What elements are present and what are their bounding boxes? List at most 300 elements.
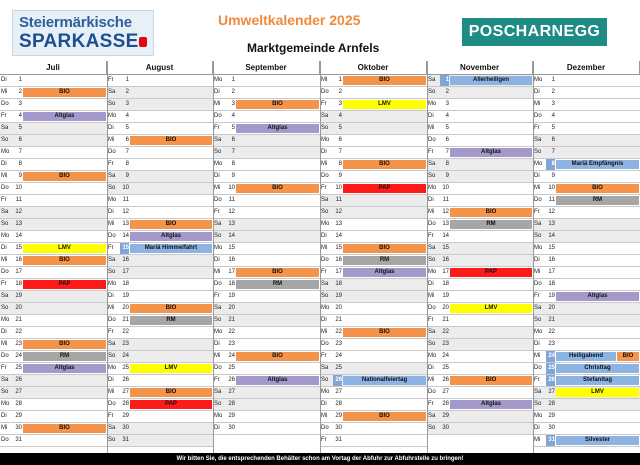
event-label: BIO: [343, 76, 426, 85]
day-cell: [0, 171, 107, 183]
weekday-label: Di: [1, 77, 7, 83]
event-label: PAP: [450, 268, 532, 277]
day-number: 13: [548, 221, 555, 227]
day-cell: [213, 303, 320, 315]
day-cell: [427, 411, 533, 423]
weekday-label: Mi: [214, 101, 221, 107]
day-number: 6: [125, 137, 129, 143]
event-label: Altglas: [236, 376, 319, 385]
day-number: 23: [548, 341, 555, 347]
day-number: 23: [228, 341, 235, 347]
day-number: 7: [231, 149, 235, 155]
month-header-november: November: [427, 61, 533, 75]
day-cell: [0, 255, 107, 267]
weekday-label: So: [214, 317, 222, 323]
day-number: 10: [122, 185, 129, 191]
weekday-label: Di: [534, 89, 540, 95]
day-number: 29: [442, 413, 449, 419]
weekday-label: Mo: [428, 185, 437, 191]
day-number: 22: [122, 329, 129, 335]
event-label: Mariä Empfängnis: [556, 160, 639, 169]
day-number: 22: [15, 329, 22, 335]
event-label: Altglas: [23, 112, 106, 121]
weekday-label: Sa: [534, 137, 542, 143]
day-cell: [427, 243, 533, 255]
day-number: 28: [228, 401, 235, 407]
weekday-label: Mi: [108, 389, 115, 395]
day-number: 13: [228, 221, 235, 227]
day-number: 26: [546, 375, 555, 386]
day-number: 14: [442, 233, 449, 239]
day-cell: [533, 243, 640, 255]
day-number: 18: [442, 281, 449, 287]
day-cell: [427, 423, 533, 435]
weekday-label: Di: [108, 377, 114, 383]
day-cell: [427, 135, 533, 147]
calendar-header: [0, 0, 640, 61]
day-number: 12: [122, 209, 129, 215]
weekday-label: Mo: [321, 305, 330, 311]
weekday-label: Mo: [321, 221, 330, 227]
day-number: 10: [15, 185, 22, 191]
weekday-label: Di: [108, 125, 114, 131]
day-number: 27: [228, 389, 235, 395]
day-number: 17: [15, 269, 22, 275]
day-number: 30: [122, 425, 129, 431]
column-divider: [213, 61, 214, 453]
day-cell: [0, 375, 107, 387]
weekday-label: Sa: [321, 365, 329, 371]
day-cell: [533, 195, 640, 207]
day-cell: [213, 243, 320, 255]
weekday-label: Di: [534, 425, 540, 431]
weekday-label: Mo: [214, 245, 223, 251]
event-label-secondary: BIO: [617, 352, 639, 361]
day-number: 6: [231, 137, 235, 143]
event-label: Altglas: [130, 232, 212, 241]
day-cell: [213, 255, 320, 267]
day-cell: [107, 339, 213, 351]
day-number: 26: [333, 375, 342, 386]
weekday-label: Do: [428, 389, 436, 395]
weekday-label: Mo: [108, 113, 117, 119]
event-label: BIO: [130, 304, 212, 313]
weekday-label: Mi: [108, 305, 115, 311]
weekday-label: Fr: [214, 377, 220, 383]
day-cell: [107, 399, 213, 411]
day-cell: [107, 87, 213, 99]
event-label: RM: [556, 196, 639, 205]
day-cell: [320, 255, 427, 267]
weekday-label: Di: [1, 329, 7, 335]
page-title: Umweltkalender 2025: [218, 12, 361, 28]
weekday-label: So: [321, 209, 329, 215]
sparkasse-s-icon: [139, 37, 147, 47]
weekday-label: Fr: [534, 125, 540, 131]
weekday-label: Di: [534, 341, 540, 347]
weekday-label: Mi: [214, 269, 221, 275]
weekday-label: So: [1, 305, 9, 311]
day-cell: [320, 267, 427, 279]
weekday-label: Do: [1, 269, 9, 275]
event-label: BIO: [23, 172, 106, 181]
weekday-label: Sa: [321, 197, 329, 203]
month-header-august: August: [107, 61, 213, 75]
day-cell: [533, 159, 640, 171]
day-cell: [320, 123, 427, 135]
day-cell: [213, 279, 320, 291]
day-cell: [213, 363, 320, 375]
day-number: 14: [335, 233, 342, 239]
weekday-label: Mi: [321, 77, 328, 83]
day-number: 5: [551, 125, 555, 131]
day-number: 9: [125, 173, 129, 179]
day-number: 14: [122, 233, 129, 239]
day-cell: [0, 147, 107, 159]
weekday-label: Di: [108, 209, 114, 215]
day-number: 30: [548, 425, 555, 431]
day-number: 26: [442, 377, 449, 383]
weekday-label: Sa: [214, 137, 222, 143]
day-number: 18: [15, 281, 22, 287]
weekday-label: Di: [214, 257, 220, 263]
day-cell: [0, 387, 107, 399]
day-cell: [107, 387, 213, 399]
day-cell: [427, 303, 533, 315]
day-cell: [533, 231, 640, 243]
day-cell: [107, 231, 213, 243]
day-number: 30: [442, 425, 449, 431]
weekday-label: Fr: [321, 269, 327, 275]
day-cell: [107, 135, 213, 147]
weekday-label: Mi: [321, 161, 328, 167]
weekday-label: So: [428, 425, 436, 431]
day-cell: [533, 255, 640, 267]
day-number: 1: [125, 77, 129, 83]
weekday-label: Do: [1, 437, 9, 443]
weekday-label: Mi: [1, 89, 8, 95]
day-number: 16: [548, 257, 555, 263]
day-cell: [427, 351, 533, 363]
day-number: 20: [15, 305, 22, 311]
weekday-label: Do: [321, 173, 329, 179]
day-number: 9: [338, 173, 342, 179]
weekday-label: Do: [214, 281, 222, 287]
poscharnegg-logo: POSCHARNEGG: [462, 18, 607, 46]
day-number: 7: [125, 149, 129, 155]
day-number: 11: [442, 197, 449, 203]
day-number: 3: [231, 101, 235, 107]
column-divider: [107, 61, 108, 453]
weekday-label: Mi: [428, 293, 435, 299]
day-cell: [0, 291, 107, 303]
event-label: Allerheiligen: [450, 76, 532, 85]
day-cell: [107, 171, 213, 183]
weekday-label: Sa: [214, 389, 222, 395]
weekday-label: Mo: [1, 149, 10, 155]
day-cell: [213, 399, 320, 411]
day-number: 2: [551, 89, 555, 95]
weekday-label: So: [214, 233, 222, 239]
weekday-label: Sa: [534, 305, 542, 311]
day-cell: [107, 219, 213, 231]
weekday-label: Sa: [534, 389, 542, 395]
day-number: 28: [335, 401, 342, 407]
weekday-label: Mo: [214, 329, 223, 335]
day-cell: [0, 159, 107, 171]
day-number: 7: [338, 149, 342, 155]
day-number: 31: [335, 437, 342, 443]
day-cell: [107, 363, 213, 375]
day-cell: [427, 195, 533, 207]
day-number: 8: [338, 161, 342, 167]
weekday-label: Do: [108, 401, 116, 407]
day-cell: [533, 75, 640, 87]
day-number: 15: [15, 245, 22, 251]
day-cell: [107, 327, 213, 339]
weekday-label: Sa: [534, 221, 542, 227]
day-cell: [427, 147, 533, 159]
day-number: 12: [548, 209, 555, 215]
day-number: 12: [228, 209, 235, 215]
day-cell: [320, 159, 427, 171]
weekday-label: Do: [534, 281, 542, 287]
weekday-label: Sa: [1, 125, 9, 131]
day-number: 28: [122, 401, 129, 407]
event-label: Heiligabend: [556, 352, 616, 361]
day-number: 3: [18, 101, 22, 107]
day-cell: [533, 351, 640, 363]
weekday-label: Mo: [534, 77, 543, 83]
day-cell: [320, 111, 427, 123]
day-number: 21: [548, 317, 555, 323]
event-label: Mariä Himmelfahrt: [130, 244, 212, 253]
day-cell: [427, 231, 533, 243]
day-number: 7: [551, 149, 555, 155]
day-cell: [427, 267, 533, 279]
day-cell: [0, 231, 107, 243]
day-cell: [427, 75, 533, 87]
day-cell: [213, 135, 320, 147]
day-number: 13: [335, 221, 342, 227]
day-number: 30: [335, 425, 342, 431]
weekday-label: Mo: [534, 413, 543, 419]
day-number: 13: [442, 221, 449, 227]
weekday-label: Mi: [428, 209, 435, 215]
day-number: 3: [551, 101, 555, 107]
day-cell: [0, 327, 107, 339]
day-cell: [533, 339, 640, 351]
day-cell: [533, 171, 640, 183]
day-number: 5: [125, 125, 129, 131]
event-label: BIO: [556, 184, 639, 193]
day-cell: [213, 267, 320, 279]
day-number: 4: [231, 113, 235, 119]
day-cell: [533, 435, 640, 447]
day-cell: [320, 387, 427, 399]
day-cell: [213, 387, 320, 399]
day-cell: [320, 231, 427, 243]
day-number: 24: [15, 353, 22, 359]
weekday-label: So: [108, 101, 116, 107]
weekday-label: So: [108, 185, 116, 191]
weekday-label: Mo: [214, 77, 223, 83]
day-cell: [427, 399, 533, 411]
day-number: 8: [546, 159, 555, 170]
day-number: 31: [15, 437, 22, 443]
weekday-label: Fr: [321, 185, 327, 191]
day-number: 24: [546, 351, 555, 362]
weekday-label: So: [428, 173, 436, 179]
weekday-label: Fr: [321, 101, 327, 107]
weekday-label: Fr: [108, 161, 114, 167]
event-label: Silvester: [556, 436, 639, 445]
weekday-label: Mi: [108, 137, 115, 143]
weekday-label: Do: [108, 149, 116, 155]
event-label: RM: [343, 256, 426, 265]
day-cell: [427, 99, 533, 111]
day-cell: [213, 99, 320, 111]
weekday-label: Fr: [1, 113, 7, 119]
day-number: 1: [231, 77, 235, 83]
weekday-label: Fr: [1, 281, 7, 287]
day-number: 21: [122, 317, 129, 323]
event-label: LMV: [23, 244, 106, 253]
day-number: 27: [548, 389, 555, 395]
day-number: 29: [335, 413, 342, 419]
weekday-label: Sa: [214, 221, 222, 227]
day-number: 2: [445, 89, 449, 95]
weekday-label: Fr: [1, 365, 7, 371]
day-cell: [213, 159, 320, 171]
event-label: BIO: [23, 88, 106, 97]
day-cell: [320, 291, 427, 303]
day-number: 21: [442, 317, 449, 323]
weekday-label: Fr: [214, 125, 220, 131]
day-number: 11: [335, 197, 342, 203]
day-number: 15: [442, 245, 449, 251]
day-number: 16: [335, 257, 342, 263]
day-number: 2: [18, 89, 22, 95]
weekday-label: Fr: [108, 329, 114, 335]
weekday-label: Sa: [1, 209, 9, 215]
weekday-label: Do: [1, 185, 9, 191]
event-label: LMV: [556, 388, 639, 397]
weekday-label: Do: [534, 113, 542, 119]
weekday-label: Mo: [534, 161, 543, 167]
weekday-label: Do: [108, 317, 116, 323]
day-cell: [427, 375, 533, 387]
day-number: 17: [122, 269, 129, 275]
weekday-label: Sa: [108, 425, 116, 431]
day-cell: [427, 339, 533, 351]
day-number: 28: [15, 401, 22, 407]
day-cell: [0, 75, 107, 87]
day-number: 26: [122, 377, 129, 383]
day-cell: [320, 135, 427, 147]
event-label: PAP: [130, 400, 212, 409]
day-cell: [533, 111, 640, 123]
day-number: 5: [18, 125, 22, 131]
weekday-label: Mo: [534, 245, 543, 251]
day-number: 16: [228, 257, 235, 263]
day-cell: [213, 423, 320, 435]
weekday-label: So: [214, 401, 222, 407]
day-cell: [107, 267, 213, 279]
weekday-label: So: [108, 437, 116, 443]
day-number: 29: [15, 413, 22, 419]
weekday-label: Fr: [108, 413, 114, 419]
day-number: 17: [335, 269, 342, 275]
day-number: 25: [122, 365, 129, 371]
day-cell: [320, 411, 427, 423]
event-label: BIO: [343, 328, 426, 337]
event-label: RM: [450, 220, 532, 229]
weekday-label: Do: [214, 365, 222, 371]
day-cell: [320, 435, 427, 447]
day-number: 19: [15, 293, 22, 299]
weekday-label: So: [321, 125, 329, 131]
day-number: 21: [15, 317, 22, 323]
weekday-label: So: [428, 257, 436, 263]
day-cell: [0, 111, 107, 123]
day-cell: [107, 123, 213, 135]
day-number: 11: [228, 197, 235, 203]
day-number: 29: [122, 413, 129, 419]
weekday-label: Sa: [428, 245, 436, 251]
day-cell: [320, 219, 427, 231]
weekday-label: Di: [321, 149, 327, 155]
weekday-label: Do: [321, 89, 329, 95]
day-cell: [107, 279, 213, 291]
weekday-label: Do: [214, 113, 222, 119]
day-cell: [427, 87, 533, 99]
weekday-label: Fr: [1, 197, 7, 203]
day-number: 25: [546, 363, 555, 374]
day-cell: [320, 315, 427, 327]
day-cell: [0, 303, 107, 315]
weekday-label: Fr: [108, 245, 114, 251]
weekday-label: Do: [1, 101, 9, 107]
weekday-label: Di: [428, 113, 434, 119]
weekday-label: Mo: [1, 401, 10, 407]
day-number: 5: [338, 125, 342, 131]
day-cell: [427, 171, 533, 183]
weekday-label: Mo: [321, 137, 330, 143]
event-label: Altglas: [556, 292, 639, 301]
day-number: 27: [442, 389, 449, 395]
day-number: 11: [15, 197, 22, 203]
day-number: 24: [442, 353, 449, 359]
day-cell: [533, 135, 640, 147]
day-number: 13: [122, 221, 129, 227]
weekday-label: Mo: [321, 389, 330, 395]
logo-left-line1: Steiermärkische: [19, 14, 132, 31]
weekday-label: Di: [321, 401, 327, 407]
day-number: 4: [445, 113, 449, 119]
day-cell: [320, 243, 427, 255]
weekday-label: Mi: [321, 329, 328, 335]
weekday-label: So: [534, 149, 542, 155]
weekday-label: Mi: [534, 101, 541, 107]
day-cell: [427, 159, 533, 171]
day-cell: [533, 183, 640, 195]
day-number: 25: [228, 365, 235, 371]
day-number: 23: [122, 341, 129, 347]
day-cell: [0, 339, 107, 351]
weekday-label: Mi: [1, 257, 8, 263]
event-label: BIO: [450, 376, 532, 385]
